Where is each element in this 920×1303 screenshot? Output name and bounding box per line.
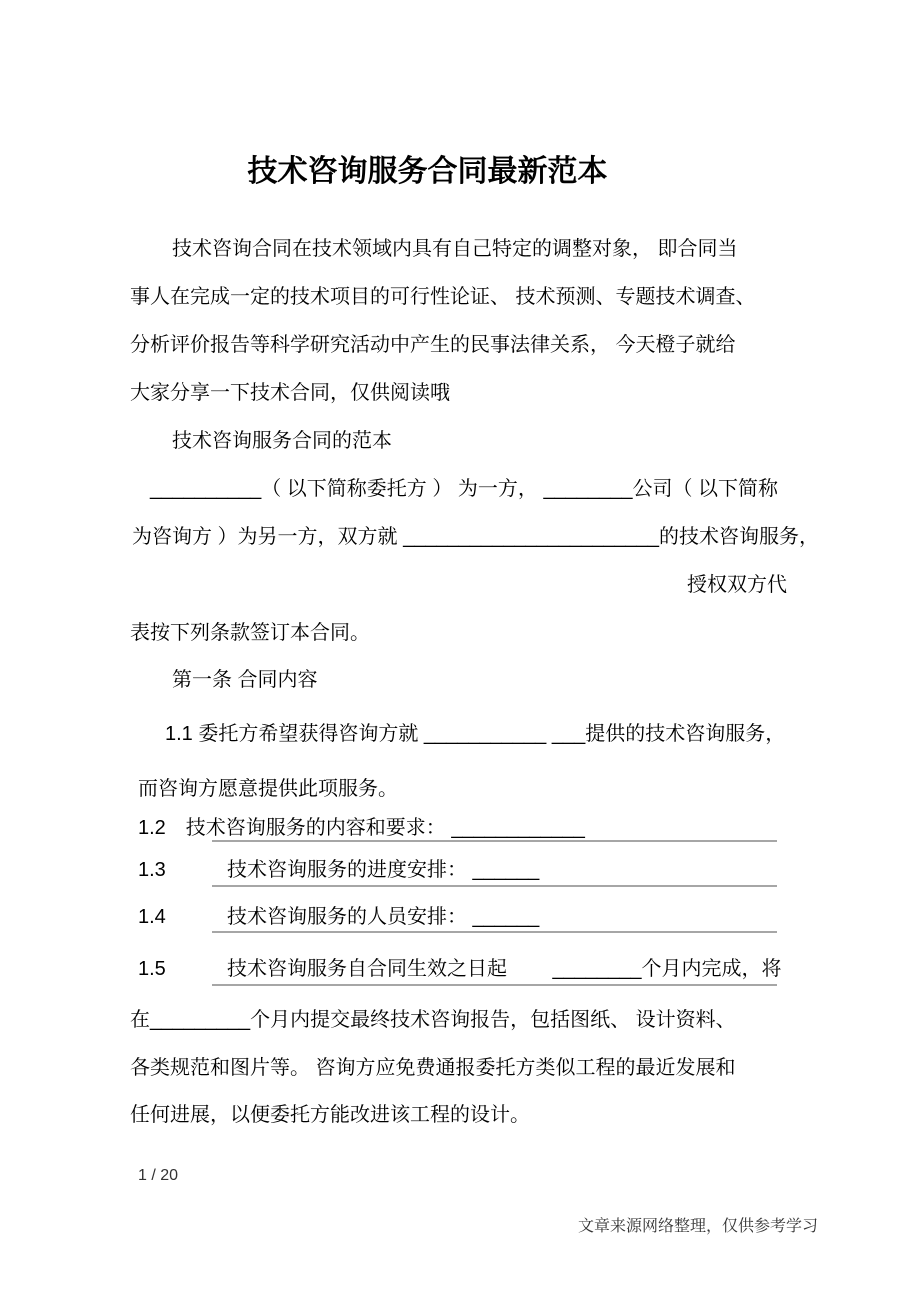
divider-line-1-5 [212, 984, 777, 986]
clause-1-2-clipped-text: 1.2 技术咨询服务的内容和要求： ____________ [138, 817, 585, 839]
party-line-2: 为咨询方 ）为另一方，双方就 _______________________的技术咨询服务， [132, 526, 819, 548]
authorization-line-cont: 表按下列条款签订本合同。 [130, 622, 370, 644]
authorization-line-right: 授权双方代 [687, 574, 787, 596]
clause-1-5-cont-line-1: 在_________个月内提交最终技术咨询报告，包括图纸、 设计资料、 [130, 1009, 736, 1031]
clause-1-5-cont-line-3: 任何进展，以便委托方能改进该工程的设计。 [130, 1104, 530, 1126]
intro-line-2: 事人在完成一定的技术项目的可行性论证、 技术预测、专题技术调查、 [130, 286, 756, 308]
intro-line-3: 分析评价报告等科学研究活动中产生的民事法律关系， 今天橙子就给 [130, 334, 736, 356]
intro-line-1: 技术咨询合同在技术领域内具有自己特定的调整对象， 即合同当 [172, 238, 738, 260]
divider-line-1-2 [212, 840, 777, 842]
clause-1-3-number: 1.3 [138, 859, 166, 881]
document-title: 技术咨询服务合同最新范本 [247, 155, 608, 188]
divider-line-1-4 [212, 931, 777, 933]
clause-1-5-text: 技术咨询服务自合同生效之日起 ________个月内完成，将 [227, 958, 782, 980]
clause-1-3-text: 技术咨询服务的进度安排： ______ [227, 859, 540, 881]
divider-line-1-3 [212, 885, 777, 887]
clause-1-1-line-1: 1.1 委托方希望获得咨询方就 ___________ ___提供的技术咨询服务， [165, 723, 786, 745]
footer-note: 文章来源网络整理，仅供参考学习 [578, 1218, 819, 1235]
party-line-1: __________（ 以下简称委托方 ） 为一方， ________公司（ 以下简称 [150, 478, 778, 500]
clause-1-4-text: 技术咨询服务的人员安排： ______ [227, 906, 540, 928]
clause-1-5-cont-line-2: 各类规范和图片等。 咨询方应免费通报委托方类似工程的最近发展和 [130, 1057, 736, 1079]
clause-1-4-number: 1.4 [138, 906, 166, 928]
document-subtitle: 技术咨询服务合同的范本 [172, 430, 392, 452]
page-number: 1 / 20 [138, 1167, 179, 1184]
article-1-heading: 第一条 合同内容 [172, 669, 318, 691]
clause-1-5-number: 1.5 [138, 958, 166, 980]
clause-1-1-line-2: 而咨询方愿意提供此项服务。 [138, 778, 398, 800]
intro-line-4: 大家分享一下技术合同，仅供阅读哦 [130, 382, 450, 404]
